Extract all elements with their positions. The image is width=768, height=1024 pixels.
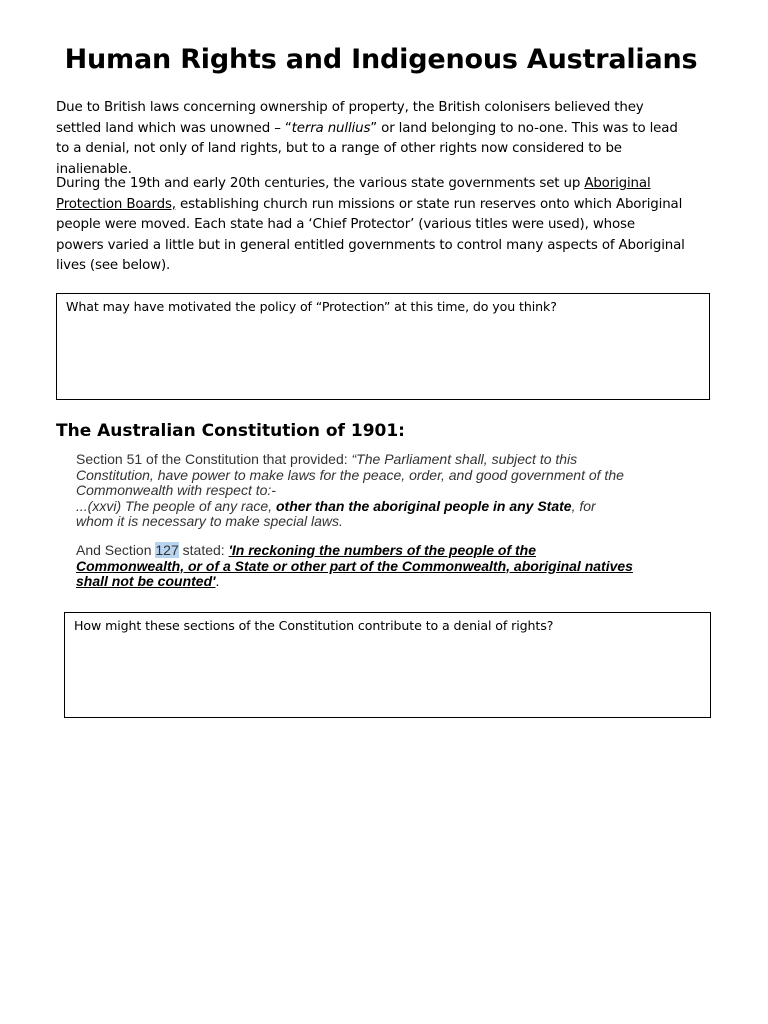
page-title: Human Rights and Indigenous Australians (64, 44, 698, 75)
section-127-quote (76, 543, 636, 590)
protection-text-start: During the 19th and early 20th centuries, the various state governments set up (56, 176, 585, 191)
section-127-number: 127 (155, 542, 179, 558)
intro-text-start: Due to British laws concerning ownership of property, the British colonisers believed they settled land which was unowned – “ (56, 100, 644, 136)
clause-xxvi-bold: other than the aboriginal people in any State (275, 497, 572, 514)
protection-boards-link[interactable]: Aboriginal Protection Boards, (56, 176, 651, 212)
section-127-stated: stated: (178, 542, 229, 558)
constitution-heading: The Australian Constitution of 1901: (56, 421, 405, 441)
question-constitution: How might these sections of the Constitution contribute to a denial of rights? (74, 618, 554, 633)
protection-paragraph (56, 174, 686, 277)
clause-xxvi-end: , for whom it is necessary to make special laws. (76, 497, 596, 529)
intro-text-end: ” or land belonging to no-one. This was to lead to a denial, not only of land rights, but to a range of other rights now considered to be inalienable. (56, 120, 678, 177)
clause-xxvi-start: ...(xxvi) The people of any race, (76, 497, 276, 514)
section-127-text: 'In reckoning the numbers of the people of the Commonwealth, or of a State or other part of the Commonwealth, aboriginal natives shall not be counted' (76, 542, 633, 589)
section-127-intro: And Section (76, 542, 156, 558)
section-51-intro: Section 51 of the Constitution that provided: (76, 451, 352, 467)
section-127-period: . (215, 573, 220, 589)
section-51-text: “The Parliament shall, subject to this Constitution, have power to make laws for the peace, order, and good government of the Commonwealth with respect to:- (76, 451, 624, 498)
answer-box-constitution[interactable] (64, 612, 711, 718)
terra-nullius-term: terra nullius (291, 120, 371, 136)
protection-text-end: establishing church run missions or state run reserves onto which Aboriginal people were moved. Each state had a ‘Chief Protector’ (various titles were used), whose powers varied a little but in general entitled governments to control many aspects of Aboriginal lives (see below). (56, 196, 685, 273)
answer-box-protection[interactable] (56, 293, 710, 400)
section-51-quote (76, 452, 636, 530)
intro-paragraph (56, 98, 686, 180)
question-protection: What may have motivated the policy of “Protection” at this time, do you think? (66, 299, 557, 314)
